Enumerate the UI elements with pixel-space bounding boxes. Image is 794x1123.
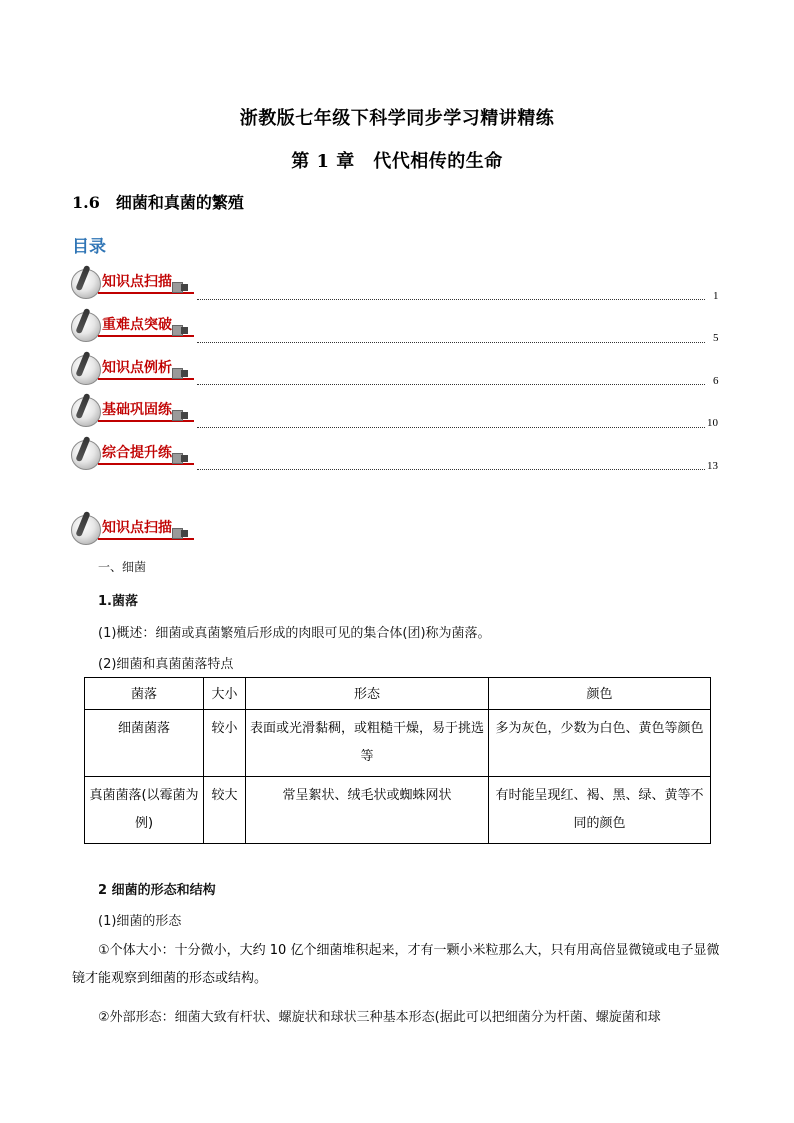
toc-leader-dots [197,469,705,470]
chapter-title: 第 1 章 代代相传的生命 [291,151,503,172]
section-badge-label: 知识点扫描 [102,520,172,536]
table-header-cell: 菌落 [85,678,204,710]
table-header-row [85,678,711,710]
table-cell: 表面或光滑黏稠，或粗糙干燥，易于挑选等 [246,710,489,777]
badge-square-icon [181,370,188,377]
toc-entry-label: 基础巩固练 [102,402,172,418]
badge-square-icon [181,530,188,537]
table-cell: 细菌菌落 [85,710,204,777]
badge-square-icon [181,327,188,334]
section-badge [71,514,197,546]
toc-page-number[interactable]: 10 [707,417,718,429]
toc-leader-dots [197,427,705,428]
toc-entry-label: 重难点突破 [102,317,172,333]
table-cell: 较大 [204,777,246,844]
toc-page-number[interactable]: 5 [713,332,719,344]
table-cell: 常呈絮状、绒毛状或蜘蛛网状 [246,777,489,844]
toc-entry-badge[interactable] [71,354,197,386]
table-header-cell: 形态 [246,678,489,710]
toc-leader-dots [197,384,705,385]
size-paragraph: ①个体大小：十分微小，大约 10 亿个细菌堆积起来，才有一颗小米粒那么大，只有用高倍显微镜或电子显微镜才能观察到细菌的形态或结构。 [72,943,720,986]
document-title: 浙教版七年级下科学同步学习精讲精练 [239,108,555,129]
toc-leader-dots [197,342,705,343]
toc-page-number[interactable]: 13 [707,460,718,472]
table-header-cell: 颜色 [489,678,711,710]
toc-heading: 目录 [72,237,106,257]
toc-entry-badge[interactable] [71,439,197,471]
badge-square-icon [181,412,188,419]
colony-definition: (1)概述：细菌或真菌繁殖后形成的肉眼可见的集合体(团)称为菌落。 [98,626,491,641]
shape-heading: (1)细菌的形态 [98,914,182,929]
table-header-cell: 大小 [204,678,246,710]
toc-entry-label: 综合提升练 [102,445,172,461]
structure-heading: 2 细菌的形态和结构 [98,883,216,898]
toc-entry-label: 知识点扫描 [102,274,172,290]
toc-page-number[interactable]: 6 [713,375,719,387]
table-row [85,710,711,777]
colony-features-heading: (2)细菌和真菌菌落特点 [98,657,234,672]
table-cell: 较小 [204,710,246,777]
table-cell: 多为灰色，少数为白色、黄色等颜色 [489,710,711,777]
toc-entry-badge[interactable] [71,311,197,343]
external-shape-paragraph: ②外部形态：细菌大致有杆状、螺旋状和球状三种基本形态(据此可以把细菌分为杆菌、螺旋菌和球 [98,1010,661,1025]
colony-heading: 1.菌落 [98,594,138,609]
table-cell: 真菌菌落(以霉菌为例) [85,777,204,844]
toc-entry-label: 知识点例析 [102,360,172,376]
table-cell: 有时能呈现红、褐、黑、绿、黄等不同的颜色 [489,777,711,844]
table-row [85,777,711,844]
toc-entry-badge[interactable] [71,396,197,428]
badge-square-icon [181,284,188,291]
badge-square-icon [181,455,188,462]
colony-table [84,677,711,844]
toc-entry-badge[interactable] [71,268,197,300]
toc-leader-dots [197,299,705,300]
toc-page-number[interactable]: 1 [713,290,719,302]
section-title: 1.6 细菌和真菌的繁殖 [72,193,244,212]
part-heading: 一、细菌 [98,560,147,574]
